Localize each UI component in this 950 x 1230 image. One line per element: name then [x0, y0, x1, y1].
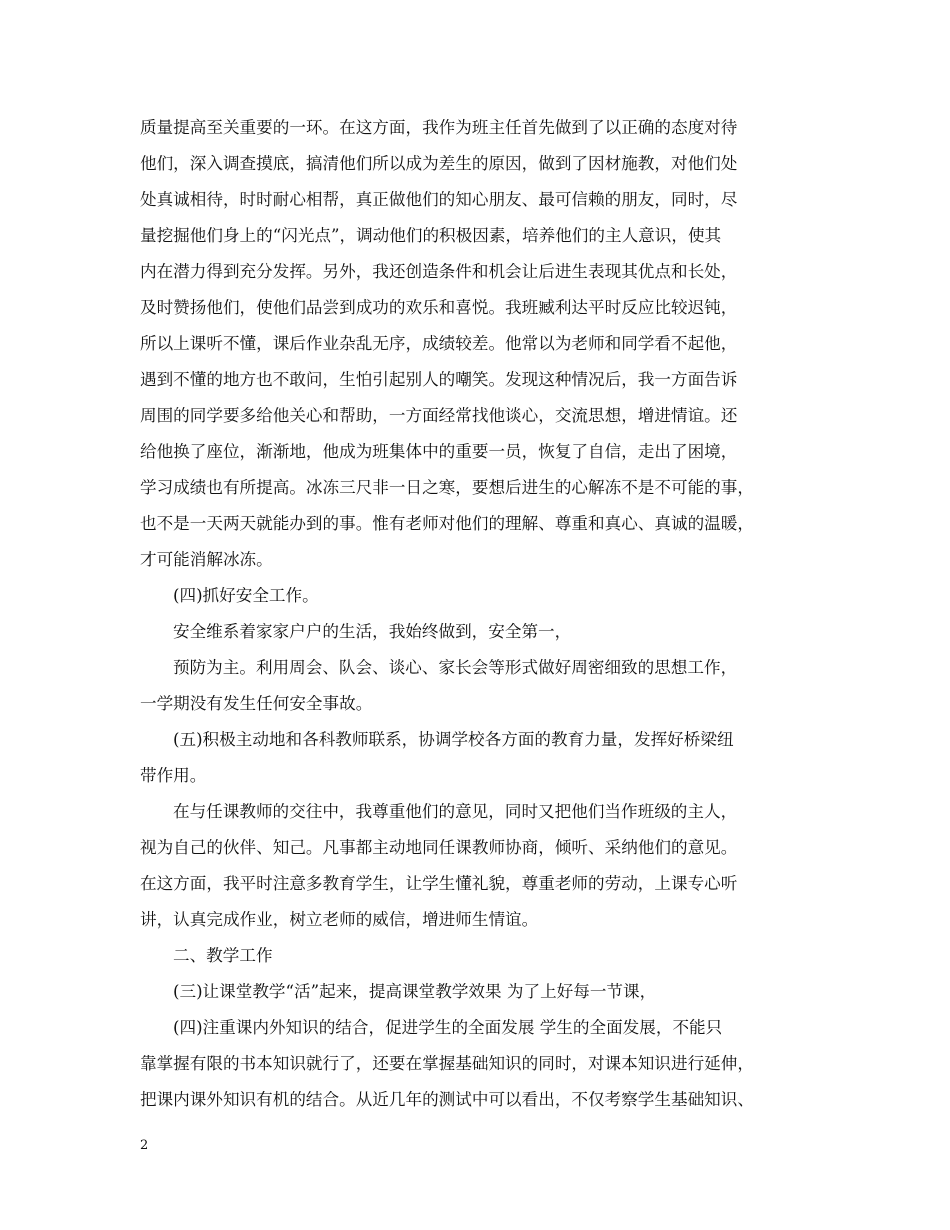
body-text-line: 处真诚相待，时时耐心相帮，真正做他们的知心朋友、最可信赖的朋友，同时，尽 [140, 190, 738, 209]
page-number: 2 [140, 1138, 149, 1153]
body-text-line: 给他换了座位，渐渐地，他成为班集体中的重要一员，恢复了自信，走出了困境， [140, 442, 738, 461]
body-text-line: 安全维系着家家户户的生活，我始终做到，安全第一， [173, 622, 572, 641]
body-text-line: 带作用。 [140, 766, 207, 785]
section-heading: (五)积极主动地和各科教师联系，协调学校各方面的教育力量，发挥好桥梁纽 [173, 730, 734, 749]
section-heading: (四)注重课内外知识的结合，促进学生的全面发展 学生的全面发展，不能只 [173, 1018, 723, 1037]
body-text-line: 一学期没有发生任何安全事故。 [140, 694, 373, 713]
body-text-line: 学习成绩也有所提高。冰冻三尺非一日之寒，要想后进生的心解冻不是不可能的事， [140, 478, 754, 497]
body-text-line: 才可能消解冰冻。 [140, 550, 273, 569]
section-heading: (四)抓好安全工作。 [173, 586, 319, 605]
body-text-line: 所以上课听不懂，课后作业杂乱无序，成绩较差。他常以为老师和同学看不起他， [140, 334, 738, 353]
body-text-line: 量挖掘他们身上的“闪光点”，调动他们的积极因素，培养他们的主人意识，使其 [140, 226, 722, 245]
body-text-line: 预防为主。利用周会、队会、谈心、家长会等形式做好周密细致的思想工作， [173, 658, 738, 677]
body-text-line: 讲，认真完成作业，树立老师的威信，增进师生情谊。 [140, 910, 539, 929]
body-text-line: 内在潜力得到充分发挥。另外，我还创造条件和机会让后进生表现其优点和长处， [140, 262, 738, 281]
body-text-line: 周围的同学要多给他关心和帮助，一方面经常找他谈心，交流思想，增进情谊。还 [140, 406, 738, 425]
body-text-line: 在与任课教师的交往中，我尊重他们的意见，同时又把他们当作班级的主人， [173, 802, 738, 821]
body-text-line: 也不是一天两天就能办到的事。惟有老师对他们的理解、尊重和真心、真诚的温暖， [140, 514, 754, 533]
body-text-line: 视为自己的伙伴、知己。凡事都主动地同任课教师协商，倾听、采纳他们的意见。 [140, 838, 738, 857]
section-heading: 二、教学工作 [173, 946, 273, 965]
body-text-line: 靠掌握有限的书本知识就行了，还要在掌握基础知识的同时，对课本知识进行延伸， [140, 1054, 754, 1073]
body-text-line: 他们，深入调查摸底，搞清他们所以成为差生的原因，做到了因材施教，对他们处 [140, 154, 738, 173]
body-text-line: 质量提高至关重要的一环。在这方面，我作为班主任首先做到了以正确的态度对待 [140, 118, 738, 137]
section-heading: (三)让课堂教学“活”起来，提高课堂教学效果 为了上好每一节课， [173, 982, 657, 1001]
body-text-line: 把课内课外知识有机的结合。从近几年的测试中可以看出，不仅考察学生基础知识、 [140, 1090, 754, 1109]
body-text-line: 在这方面，我平时注意多教育学生，让学生懂礼貌，尊重老师的劳动，上课专心听 [140, 874, 738, 893]
body-text-line: 及时赞扬他们，使他们品尝到成功的欢乐和喜悦。我班臧利达平时反应比较迟钝， [140, 298, 738, 317]
body-text-line: 遇到不懂的地方也不敢问，生怕引起别人的嘲笑。发现这种情况后，我一方面告诉 [140, 370, 738, 389]
